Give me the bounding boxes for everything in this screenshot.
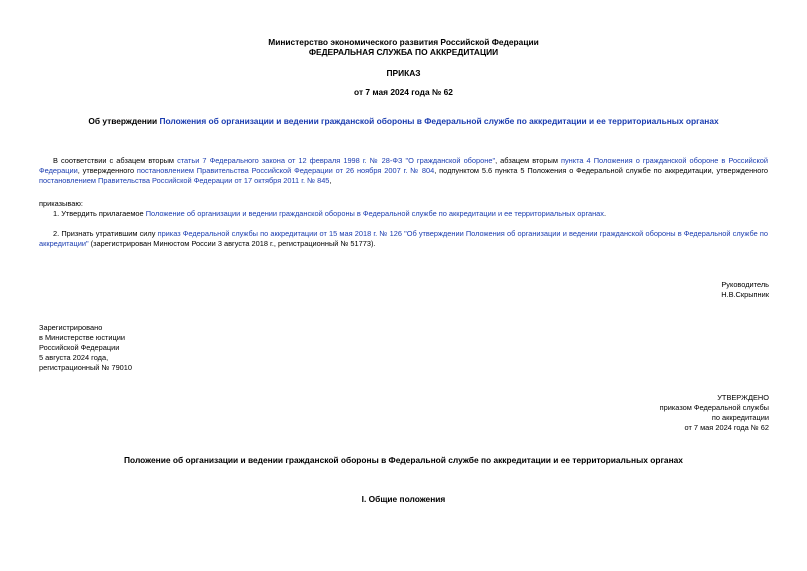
signature-block: [721, 280, 769, 300]
approval-line-4: от 7 мая 2024 года № 62: [684, 422, 769, 432]
order-title-link[interactable]: Положения об организации и ведении гражданской обороны в Федеральной службе по аккредитации и ее территориальных органах: [159, 116, 719, 126]
government-decree-845-link[interactable]: постановлением Правительства Российской Федерации от 17 октября 2011 г. № 845: [39, 175, 330, 185]
registration-block: [39, 323, 132, 373]
order-title-prefix: Об утверждении: [88, 116, 160, 126]
doc-type: ПРИКАЗ: [386, 68, 421, 78]
registration-line-5: регистрационный № 79010: [39, 362, 133, 372]
approval-block: [660, 393, 769, 433]
approval-line-2: приказом Федеральной службы: [659, 402, 769, 412]
order-word: приказываю:: [39, 199, 83, 208]
registration-line-1: Зарегистрировано: [39, 323, 103, 332]
order-date-number: от 7 мая 2024 года № 62: [354, 87, 453, 97]
law-link[interactable]: статьи 7 Федерального закона от 12 февраля 1998 г. № 28-ФЗ "О гражданской обороне": [177, 156, 496, 165]
service-name: ФЕДЕРАЛЬНАЯ СЛУЖБА ПО АККРЕДИТАЦИИ: [308, 47, 499, 57]
preamble-text-5: ,: [329, 175, 332, 185]
signatory-role: Руководитель: [721, 280, 769, 289]
preamble-text-3: , утвержденного: [77, 165, 137, 175]
section-1-title: I. Общие положения: [361, 494, 446, 504]
regulation-title: Положение об организации и ведении гражданской обороны в Федеральной службе по аккредитации и ее территориальных органах: [124, 455, 683, 465]
repealed-order-link[interactable]: приказ Федеральной службы по аккредитации от 15 мая 2018 г. № 126 "Об утверждении Положения об организации и ведении гражданской обороны в Федеральной службе по аккредитации": [39, 229, 768, 248]
registration-line-4: 5 августа 2024 года,: [39, 352, 109, 362]
item-2-paragraph: [39, 229, 768, 249]
item-1-paragraph: [39, 209, 768, 219]
regulation-link[interactable]: Положение об организации и ведении гражданской обороны в Федеральной службе по аккредитации и ее территориальных органах: [145, 209, 604, 218]
preamble-text-1: В соответствии с абзацем вторым: [53, 156, 178, 165]
approval-line-1: УТВЕРЖДЕНО: [717, 393, 769, 402]
preamble-text-2: , абзацем вторым: [495, 156, 561, 165]
approval-line-3: по аккредитации: [711, 412, 769, 422]
registration-line-2: в Министерстве юстиции: [39, 332, 126, 342]
ministry-name: Министерство экономического развития Российской Федерации: [268, 37, 539, 47]
item-2-text-2: (зарегистрирован Минюстом России 3 августа 2018 г., регистрационный № 51773).: [88, 238, 376, 248]
civil-defense-regulation-link[interactable]: пункта 4 Положения о гражданской обороне в Российской Федерации: [39, 156, 769, 175]
item-1-text-1: 1. Утвердить прилагаемое: [53, 209, 146, 218]
preamble-paragraph: [39, 156, 768, 186]
preamble-text-4: , подпунктом 5.6 пункта 5 Положения о Федеральной службе по аккредитации, утвержденного: [434, 165, 768, 175]
item-2-text-1: 2. Признать утратившим силу: [53, 229, 158, 238]
order-title: [0, 116, 807, 127]
item-1-text-2: .: [604, 209, 607, 218]
registration-line-3: Российской Федерации: [39, 342, 120, 352]
signatory-name: Н.В.Скрыпник: [721, 289, 769, 299]
government-decree-804-link[interactable]: постановлением Правительства Российской Федерации от 26 ноября 2007 г. № 804: [136, 165, 435, 175]
